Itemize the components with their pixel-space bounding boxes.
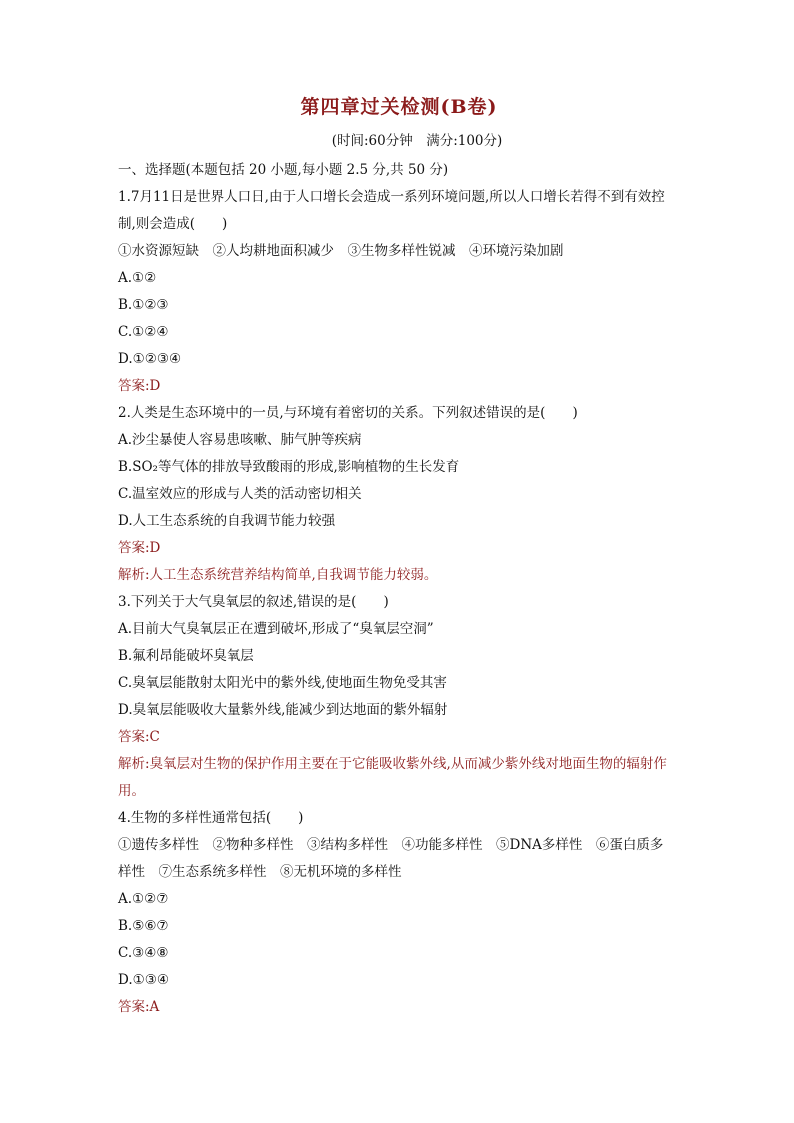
option-b: B.⑤⑥⑦ [118, 918, 169, 934]
page-title: 第四章过关检测(B卷) [300, 96, 498, 118]
answer: 答案:C [118, 729, 160, 745]
question-stem: 1.7月11日是世界人口日,由于人口增长会造成一系列环境问题,所以人口增长若得不到有效控制,则会造成( ) [118, 189, 665, 232]
answer: 答案:D [118, 378, 161, 394]
option-a: A.沙尘暴使人容易患咳嗽、肺气肿等疾病 [118, 432, 362, 448]
question-stem: 2.人类是生态环境中的一员,与环境有着密切的关系。下列叙述错误的是( ) [118, 405, 578, 421]
question-stem: 3.下列关于大气臭氧层的叙述,错误的是( ) [118, 594, 389, 610]
option-c: C.臭氧层能散射太阳光中的紫外线,使地面生物免受其害 [118, 675, 447, 691]
option-a: A.目前大气臭氧层正在遭到破坏,形成了“臭氧层空洞” [118, 621, 434, 637]
option-d: D.人工生态系统的自我调节能力较强 [118, 513, 336, 529]
option-d: D.①③④ [118, 972, 169, 988]
option-d: D.①②③④ [118, 351, 182, 367]
option-a: A.①②⑦ [118, 891, 169, 907]
answer: 答案:A [118, 999, 160, 1015]
question-items: ①遗传多样性 ②物种多样性 ③结构多样性 ④功能多样性 ⑤DNA多样性 ⑥蛋白质多样性 ⑦生态系统多样性 ⑧无机环境的多样性 [118, 837, 664, 880]
option-c: C.温室效应的形成与人类的活动密切相关 [118, 486, 362, 502]
analysis: 解析:臭氧层对生物的保护作用主要在于它能吸收紫外线,从而减少紫外线对地面生物的辐射作用。 [118, 756, 667, 799]
section-heading: 一、选择题(本题包括 20 小题,每小题 2.5 分,共 50 分) [118, 162, 449, 178]
option-a: A.①② [118, 270, 157, 286]
option-b: B.①②③ [118, 297, 169, 313]
option-c: C.③④⑧ [118, 945, 169, 961]
option-d: D.臭氧层能吸收大量紫外线,能减少到达地面的紫外辐射 [118, 702, 448, 718]
answer: 答案:D [118, 540, 161, 556]
question-items: ①水资源短缺 ②人均耕地面积减少 ③生物多样性锐减 ④环境污染加剧 [118, 243, 564, 259]
question-stem: 4.生物的多样性通常包括( ) [118, 810, 304, 826]
option-b: B.SO₂等气体的排放导致酸雨的形成,影响植物的生长发育 [118, 459, 460, 475]
option-c: C.①②④ [118, 324, 169, 340]
analysis: 解析:人工生态系统营养结构简单,自我调节能力较弱。 [118, 567, 438, 583]
option-b: B.氟利昂能破坏臭氧层 [118, 648, 254, 664]
exam-info: (时间:60分钟 满分:100分) [331, 133, 503, 149]
